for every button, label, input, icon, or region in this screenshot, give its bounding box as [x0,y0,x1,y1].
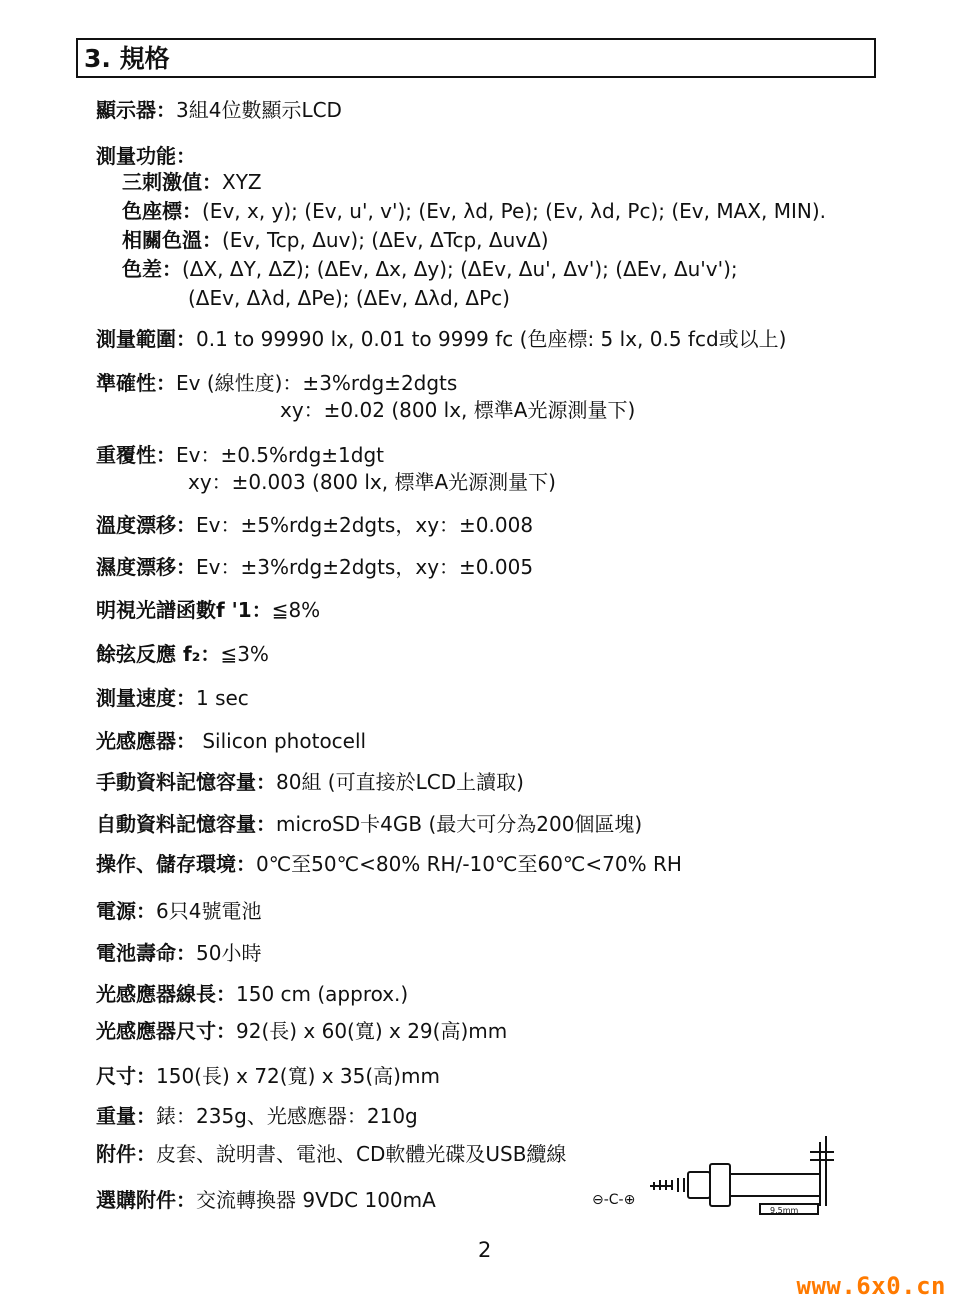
spec-value: Ev：±5%rdg±2dgts，xy：±0.008 [196,513,534,537]
spec-value: (Ev, x, y); (Ev, u', v'); (Ev, λd, Pe); (Ev, λd, Pc); (Ev, MAX, MIN). [202,199,826,223]
spec-value: 0℃至50℃<80% RH/-10℃至60℃<70% RH [256,852,682,876]
dc-plug-icon [588,1134,848,1218]
spec-value: ≦3% [220,642,269,666]
spec-battery-life [96,941,261,965]
spec-display [96,98,342,122]
page-number: 2 [478,1238,492,1262]
spec-label: 濕度漂移： [96,555,196,579]
spec-value: 150(長) x 72(寬) x 35(高)mm [156,1064,440,1088]
spec-cosine [96,642,269,666]
spec-humidity-drift [96,555,533,579]
spec-label: 餘弦反應 f₂： [96,642,221,666]
spec-chromaticity [122,199,826,223]
spec-manual-memory [96,770,524,794]
spec-accuracy [96,371,457,395]
spec-label: 操作、儲存環境： [96,852,256,876]
spec-label: 溫度漂移： [96,513,196,537]
plug-dimension: 9.5mm [770,1206,799,1215]
spec-value: 交流轉換器 9VDC 100mA [196,1188,436,1212]
spec-sensor-size [96,1019,507,1043]
spec-value: 150 cm (approx.) [236,982,409,1006]
spec-value: 皮套、說明書、電池、CD軟體光碟及USB纜線 [156,1142,567,1166]
spec-color-diff-cont: (ΔEv, Δλd, ΔPe); (ΔEv, Δλd, ΔPc) [188,286,510,310]
spec-value: Ev (線性度)：±3%rdg±2dgts [176,371,458,395]
spec-sensor [96,729,366,753]
spec-environment [96,852,682,876]
spec-accessories [96,1142,566,1166]
spec-value: Ev：±0.5%rdg±1dgt [176,443,385,467]
spec-temp-drift [96,513,533,537]
spec-label: 測量範圍： [96,327,196,351]
spec-photopic [96,598,320,622]
spec-cct [122,228,549,252]
spec-value: 50小時 [196,941,262,965]
spec-label: 光感應器： [96,729,196,753]
spec-optional [96,1188,436,1212]
spec-value: XYZ [222,170,262,194]
spec-repeatability-xy: xy：±0.003 (800 lx, 標準A光源測量下) [188,470,556,494]
dc-plug-diagram [588,1134,848,1222]
spec-label: 三刺激值： [122,170,222,194]
spec-label: 電源： [96,899,156,923]
spec-label: 附件： [96,1142,156,1166]
spec-value: 3組4位數顯示LCD [176,98,342,122]
spec-value: (Ev, Tcp, Δuv); (ΔEv, ΔTcp, ΔuvΔ) [222,228,549,252]
spec-value: 1 sec [196,686,249,710]
spec-label: 相關色溫： [122,228,222,252]
spec-value: Silicon photocell [196,729,367,753]
spec-value: 0.1 to 99990 lx, 0.01 to 9999 fc (色座標: 5 lx, 0.5 fcd或以上) [196,327,787,351]
spec-label: 光感應器尺寸： [96,1019,236,1043]
spec-value: 6只4號電池 [156,899,262,923]
spec-label: 重覆性： [96,443,176,467]
spec-label: 顯示器： [96,98,176,122]
spec-label: 自動資料記憶容量： [96,812,276,836]
spec-value: 92(長) x 60(寬) x 29(高)mm [236,1019,508,1043]
spec-label: 選購附件： [96,1188,196,1212]
spec-weight [96,1104,418,1128]
spec-color-diff [122,257,738,281]
spec-value: Ev：±3%rdg±2dgts，xy：±0.005 [196,555,534,579]
spec-label: 準確性： [96,371,176,395]
spec-label: 尺寸： [96,1064,156,1088]
spec-label: 測量速度： [96,686,196,710]
spec-label: 測量功能： [96,144,196,168]
spec-label: 手動資料記憶容量： [96,770,276,794]
spec-auto-memory [96,812,642,836]
spec-sensor-cable [96,982,408,1006]
spec-range [96,327,786,351]
spec-label: 明視光譜函數f '1： [96,598,272,622]
spec-value: microSD卡4GB (最大可分為200個區塊) [276,812,643,836]
spec-functions-label [96,144,196,168]
spec-label: 色差： [122,257,182,281]
spec-value: (ΔX, ΔY, ΔZ); (ΔEv, Δx, Δy); (ΔEv, Δu', Δv'); (ΔEv, Δu'v'); [182,257,738,281]
spec-label: 色座標： [122,199,202,223]
spec-label: 重量： [96,1104,156,1128]
spec-value: 錶：235g、光感應器：210g [156,1104,418,1128]
spec-value: 80組 (可直接於LCD上讀取) [276,770,524,794]
spec-label: 電池壽命： [96,941,196,965]
spec-speed [96,686,249,710]
spec-size [96,1064,440,1088]
spec-power [96,899,261,923]
spec-repeatability [96,443,384,467]
spec-accuracy-xy: xy：±0.02 (800 lx, 標準A光源測量下) [280,398,636,422]
spec-tristimulus [122,170,262,194]
polarity-symbol: ⊖-C-⊕ [592,1192,636,1208]
watermark: www.6x0.cn [796,1272,946,1300]
spec-value: ≦8% [271,598,321,622]
section-title: 3. 規格 [76,38,876,78]
spec-label: 光感應器線長： [96,982,236,1006]
